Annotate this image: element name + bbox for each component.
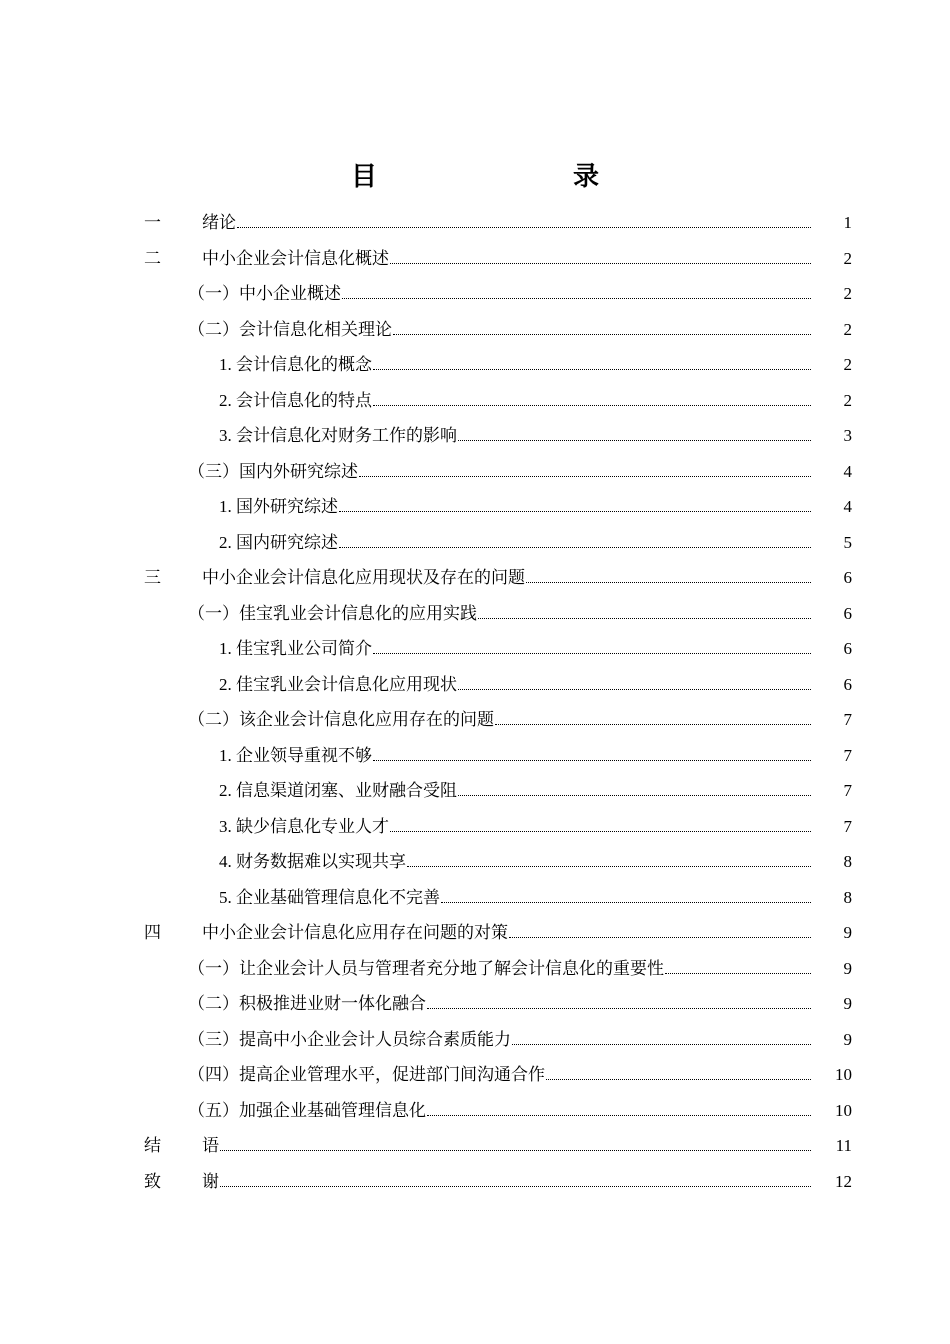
toc-entry-page: 7 xyxy=(843,816,852,836)
dot-leader xyxy=(458,689,811,690)
toc-entry-label: 中小企业会计信息化概述 xyxy=(202,248,389,269)
toc-entry[interactable] xyxy=(0,1129,950,1163)
toc-entry-number: 结 xyxy=(144,1136,161,1156)
toc-entry-label: （五）加强企业基础管理信息化 xyxy=(188,1100,426,1121)
toc-entry-label: 谢 xyxy=(202,1171,219,1192)
toc-entry-page: 2 xyxy=(843,355,852,374)
dot-leader xyxy=(373,760,811,761)
toc-entry[interactable] xyxy=(0,1058,950,1092)
toc-entry-number: 一 xyxy=(144,213,161,233)
toc-entry[interactable] xyxy=(0,952,950,986)
toc-entry-page: 6 xyxy=(843,603,852,623)
toc-entry-page: 2 xyxy=(843,390,852,410)
toc-entry-page: 9 xyxy=(843,958,852,978)
dot-leader xyxy=(359,476,811,477)
toc-entry[interactable] xyxy=(0,774,950,808)
toc-entry-label: 1. 会计信息化的概念 xyxy=(219,355,372,374)
toc-entry-page: 12 xyxy=(835,1171,852,1191)
dot-leader xyxy=(237,227,811,228)
toc-entry-label: 中小企业会计信息化应用存在问题的对策 xyxy=(202,923,508,943)
toc-entry-label: 1. 企业领导重视不够 xyxy=(219,745,372,765)
toc-entry[interactable] xyxy=(0,242,950,276)
toc-entry[interactable] xyxy=(0,419,950,453)
dot-leader xyxy=(342,298,811,299)
toc-entry-page: 9 xyxy=(843,1029,852,1049)
toc-entry-page: 6 xyxy=(843,674,852,694)
toc-entry-number: 四 xyxy=(144,923,161,943)
dot-leader xyxy=(458,795,811,796)
toc-entry-label: （三）国内外研究综述 xyxy=(188,461,358,482)
dot-leader xyxy=(478,618,811,619)
dot-leader xyxy=(526,582,811,583)
dot-leader xyxy=(546,1079,811,1080)
toc-entry[interactable] xyxy=(0,1094,950,1128)
dot-leader xyxy=(339,511,811,512)
dot-leader xyxy=(390,831,811,832)
toc-entry-label: 3. 缺少信息化专业人才 xyxy=(219,816,389,836)
toc-entry-page: 7 xyxy=(843,781,852,800)
toc-entry-page: 2 xyxy=(843,284,852,303)
toc-entry-label: （二）积极推进业财一体化融合 xyxy=(188,994,426,1014)
toc-entry-label: 2. 信息渠道闭塞、业财融合受阻 xyxy=(219,781,457,800)
toc-entry-page: 10 xyxy=(835,1065,852,1084)
toc-entry-page: 8 xyxy=(843,852,852,871)
toc-entry-page: 1 xyxy=(843,213,852,232)
dot-leader xyxy=(220,1186,811,1187)
toc-entry-page: 2 xyxy=(843,319,852,339)
toc-entry[interactable] xyxy=(0,597,950,631)
toc-entry-page: 7 xyxy=(843,710,852,729)
toc-entry-page: 6 xyxy=(843,639,852,658)
toc-entry[interactable] xyxy=(0,668,950,702)
toc-entry-page: 2 xyxy=(843,248,852,268)
dot-leader xyxy=(220,1150,811,1151)
dot-leader xyxy=(665,973,811,974)
dot-leader xyxy=(495,724,811,725)
toc-entry-label: 1. 佳宝乳业公司简介 xyxy=(219,639,372,658)
toc-entry[interactable] xyxy=(0,490,950,524)
toc-entry[interactable] xyxy=(0,561,950,595)
toc-entry-page: 5 xyxy=(843,532,852,552)
toc-entry-label: （一）佳宝乳业会计信息化的应用实践 xyxy=(188,603,477,624)
toc-entry-label: 2. 会计信息化的特点 xyxy=(219,390,372,410)
dot-leader xyxy=(427,1115,811,1116)
dot-leader xyxy=(512,1044,811,1045)
toc-entry[interactable] xyxy=(0,916,950,950)
dot-leader xyxy=(339,547,811,548)
toc-entry-label: 5. 企业基础管理信息化不完善 xyxy=(219,887,440,907)
toc-entry[interactable] xyxy=(0,384,950,418)
dot-leader xyxy=(407,866,811,867)
toc-entry-label: 语 xyxy=(202,1136,219,1156)
toc-entry-page: 9 xyxy=(843,923,852,942)
toc-entry-label: （二）会计信息化相关理论 xyxy=(188,319,392,340)
toc-entry[interactable] xyxy=(0,348,950,382)
toc-entry-label: （四）提高企业管理水平，促进部门间沟通合作 xyxy=(188,1065,545,1085)
toc-entry-page: 10 xyxy=(835,1100,852,1120)
dot-leader xyxy=(441,902,811,903)
toc-entry-label: 1. 国外研究综述 xyxy=(219,497,338,516)
toc-entry-label: 3. 会计信息化对财务工作的影响 xyxy=(219,426,457,445)
toc-entry-number: 三 xyxy=(144,568,161,588)
toc-entry[interactable] xyxy=(0,1023,950,1057)
toc-entry-number: 二 xyxy=(144,248,161,269)
toc-entry[interactable] xyxy=(0,1165,950,1199)
dot-leader xyxy=(393,334,811,335)
toc-entry[interactable] xyxy=(0,987,950,1021)
toc-entry-label: 4. 财务数据难以实现共享 xyxy=(219,852,406,871)
toc-entry[interactable] xyxy=(0,455,950,489)
toc-entry-page: 8 xyxy=(843,887,852,907)
toc-title: 目 录 xyxy=(350,162,647,192)
toc-entry[interactable] xyxy=(0,703,950,737)
toc-entry-page: 9 xyxy=(843,994,852,1013)
toc-entry-page: 4 xyxy=(843,461,852,481)
toc-entry[interactable] xyxy=(0,206,950,240)
dot-leader xyxy=(373,653,811,654)
dot-leader xyxy=(458,440,811,441)
toc-entry[interactable] xyxy=(0,277,950,311)
toc-entry[interactable] xyxy=(0,739,950,773)
toc-entry-label: 2. 佳宝乳业会计信息化应用现状 xyxy=(219,674,457,694)
dot-leader xyxy=(373,369,811,370)
toc-entry-label: （三）提高中小企业会计人员综合素质能力 xyxy=(188,1029,511,1050)
toc-entry-label: （一）中小企业概述 xyxy=(188,284,341,304)
toc-entry-number: 致 xyxy=(144,1171,161,1192)
toc-entry-page: 11 xyxy=(835,1136,852,1155)
toc-entry-label: （一）让企业会计人员与管理者充分地了解会计信息化的重要性 xyxy=(188,958,664,979)
toc-entry[interactable] xyxy=(0,881,950,915)
toc-entry-label: 2. 国内研究综述 xyxy=(219,532,338,552)
toc-entry-page: 3 xyxy=(843,426,852,445)
dot-leader xyxy=(509,937,811,938)
toc-entry-page: 4 xyxy=(843,497,852,516)
toc-entry-label: 绪论 xyxy=(202,213,236,233)
toc-entry[interactable] xyxy=(0,313,950,347)
dot-leader xyxy=(373,405,811,406)
toc-entry[interactable] xyxy=(0,845,950,879)
toc-entry-label: （二）该企业会计信息化应用存在的问题 xyxy=(188,710,494,730)
toc-entry[interactable] xyxy=(0,632,950,666)
toc-entry-page: 6 xyxy=(843,568,852,587)
toc-entry-page: 7 xyxy=(843,745,852,765)
toc-entry[interactable] xyxy=(0,526,950,560)
toc-entry[interactable] xyxy=(0,810,950,844)
dot-leader xyxy=(390,263,811,264)
dot-leader xyxy=(427,1008,811,1009)
toc-entry-label: 中小企业会计信息化应用现状及存在的问题 xyxy=(202,568,525,588)
